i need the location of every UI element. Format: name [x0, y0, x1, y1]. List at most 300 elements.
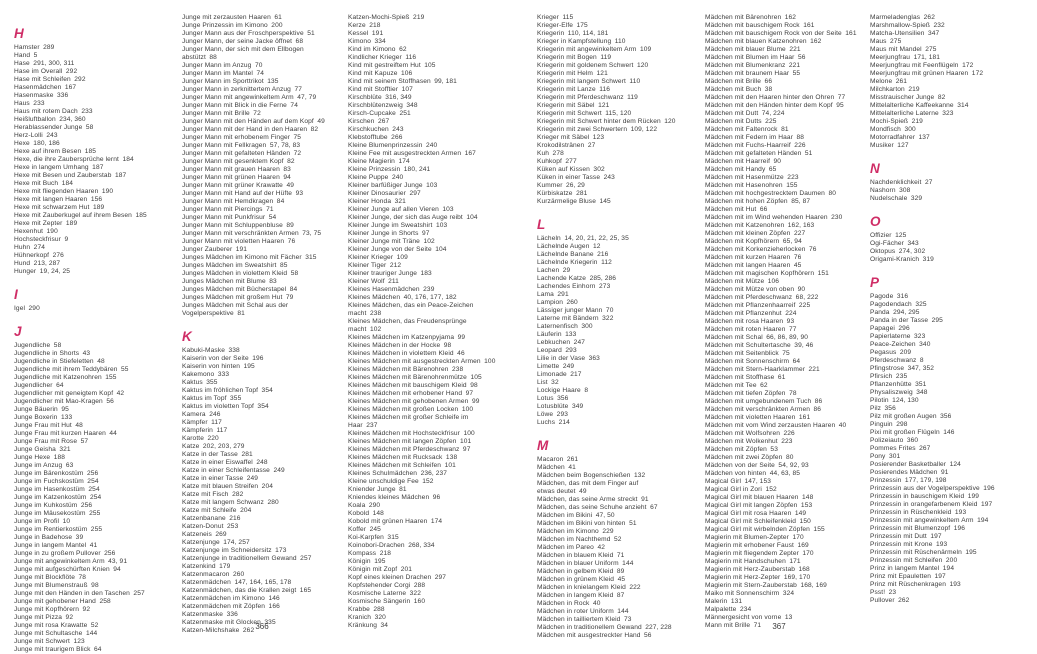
entry-page-numbers: 347, 352 [907, 365, 935, 372]
entry-page-numbers: 354 [257, 403, 269, 410]
entry-page-numbers: 292 [74, 76, 86, 83]
index-entry: Magierin mit Stern-Zauberstab 168, 169 [705, 582, 827, 589]
index-entry: Kleines Mädchen mit Bärenohren 238 [348, 366, 464, 373]
entry-page-numbers: 204 [261, 483, 273, 490]
index-entry: Koinobori-Drachen 268, 334 [348, 542, 435, 549]
index-entry: Mädchen mit Korkenzieherlocken 76 [705, 246, 817, 253]
entry-page-numbers: 112 [601, 259, 612, 266]
entry-page-numbers: 184 [122, 156, 134, 163]
index-entry: Pfirsich 235 [870, 373, 908, 380]
index-entry: Junger Mann mit grünen Haaren 94 [182, 174, 291, 181]
index-entry: Mädchen mit umgebundenem Tuch 86 [705, 398, 823, 405]
index-entry: Magical Girl mit wirbelnden Zöpfen 155 [705, 526, 825, 533]
entry-page-numbers: 66, 86, 89, 90 [766, 334, 809, 341]
index-entry: Mädchen mit Pflanzenhut 224 [705, 310, 797, 317]
index-entry: Mädchen mit gefalteten Händen 51 [705, 150, 813, 157]
index-entry: Junge mit traurigem Blick 64 [14, 646, 102, 653]
index-entry: Krabbe 288 [348, 606, 385, 613]
entry-page-numbers: 324 [782, 590, 795, 597]
index-entry: Nudelschale 329 [870, 195, 923, 202]
entry-page-numbers: 77 [788, 326, 797, 333]
entry-page-numbers: 152 [765, 486, 777, 493]
index-entry: Junge im Katzenkostüm 254 [14, 494, 102, 501]
index-entry: Kränkung 34 [348, 622, 389, 629]
index-entry: Mittelalterliche Kaffeekanne 314 [870, 102, 969, 109]
index-entry: Katzen-Milchshake 262 [182, 627, 255, 634]
entry-page-numbers: 351 [915, 381, 927, 388]
index-entry: Katze in einer Tasse 249 [182, 475, 259, 482]
index-entry: Junge im Hasenkostüm 254 [14, 486, 100, 493]
index-entry: Posierender Basketballer 124 [870, 461, 961, 468]
index-entry: Kurzärmelige Bluse 145 [537, 198, 611, 205]
entry-page-numbers: 78 [789, 390, 797, 397]
index-entry: Kaiserin von hinten 195 [182, 363, 255, 370]
index-entry: Prinzessin mit Blumenzopf 196 [870, 525, 966, 532]
index-entry: Kamera 246 [182, 411, 221, 418]
entry-page-numbers: 74, 224 [761, 110, 785, 117]
index-entry: Katzen-Donut 253 [182, 523, 239, 530]
index-entry: Junge im Kuhkostüm 256 [14, 502, 93, 509]
entry-page-numbers: 197 [930, 533, 942, 540]
entry-page-numbers: 360 [906, 437, 919, 444]
entry-page-numbers: 195 [374, 558, 386, 565]
index-entry: Prinzessin mit angewinkeltem Arm 194 [870, 517, 989, 524]
entry-page-numbers: 76 [793, 254, 802, 261]
entry-page-numbers: 209 [899, 349, 912, 356]
index-entry: Kleines Mädchen mit Schleifen 101 [348, 462, 456, 469]
index-entry: Kriegerin mit zwei Schwertern 109, 122 [537, 126, 658, 133]
index-entry: Kriegerin mit Schwert 115, 120 [537, 110, 632, 117]
index-entry: Krieger in Kampfstellung 110 [537, 38, 626, 45]
entry-page-numbers: 99 [457, 334, 466, 341]
entry-page-numbers: 86 [813, 406, 822, 413]
entry-page-numbers: 224 [785, 310, 797, 317]
entry-page-numbers: 189 [92, 204, 105, 211]
index-entry: Junger Mann mit Brille 72 [182, 110, 261, 117]
entry-page-numbers: 348 [406, 102, 418, 109]
index-entry: Kleine Prinzessin 180, 241 [348, 166, 431, 173]
entry-page-numbers: 238 [452, 366, 464, 373]
index-entry: Lässiger junger Mann 70 [537, 307, 614, 314]
entry-page-numbers: 171, 181 [913, 54, 941, 61]
entry-page-numbers: 200 [271, 22, 283, 29]
entry-page-numbers: 194 [942, 565, 955, 572]
index-entry: Hexe in langem Umhang 187 [14, 164, 104, 171]
entry-page-numbers: 133 [60, 414, 73, 421]
entry-page-numbers: 276 [52, 252, 64, 259]
entry-page-numbers: 72 [253, 110, 261, 117]
index-entry: Junger Mann, der seine Jacke öffnet 68 [182, 38, 304, 45]
entry-page-numbers: 282 [232, 491, 244, 498]
entry-page-numbers: 78 [78, 574, 87, 581]
entry-page-numbers: 170 [802, 550, 814, 557]
index-entry: Junge im Mäusekostüm 255 [14, 510, 101, 517]
entry-page-numbers: 347 [927, 30, 940, 37]
index-entry: Kleiner Honda 321 [348, 198, 406, 205]
index-entry: Katzenmädchen 147, 164, 165, 178 [182, 579, 292, 586]
index-entry: Musiker 127 [870, 142, 909, 149]
index-entry: Kimono 334 [348, 38, 386, 45]
index-entry: Mädchen mit magischen Kopfhörern 151 [705, 270, 829, 277]
index-entry: Kämpfer 117 [182, 419, 222, 426]
index-entry: Kosmische Laterne 322 [348, 590, 421, 597]
entry-page-numbers: 92 [65, 614, 74, 621]
index-entry: Lachende Katze 285, 286 [537, 275, 617, 282]
index-entry: Katzen-Mochi-Spieß 219 [348, 14, 425, 21]
index-entry: Hase 291, 300, 311 [14, 60, 75, 67]
entry-page-numbers: 71 [753, 622, 762, 629]
entry-page-numbers: 335 [264, 619, 276, 626]
entry-page-numbers: 147, 153 [744, 478, 771, 485]
entry-page-numbers: 66 [759, 206, 768, 213]
entry-page-numbers: 162 [784, 14, 797, 21]
entry-page-numbers: 261 [566, 456, 579, 463]
index-entry: Kleine Puppe 240 [348, 174, 404, 181]
index-entry: Kleiner barfüßiger Junge 103 [348, 182, 438, 189]
entry-page-numbers: 300 [581, 323, 593, 330]
entry-page-numbers: 82 [310, 126, 319, 133]
entry-page-numbers: 165 [299, 587, 312, 594]
index-entry: Mädchen mit Dutt 74, 224 [705, 110, 785, 117]
entry-page-numbers: 97 [462, 446, 471, 453]
index-entry: Junge Prinzessin im Kimono 200 [182, 22, 283, 29]
entry-page-numbers: 170 [792, 534, 804, 541]
entry-page-numbers: 56 [106, 398, 114, 405]
entry-page-numbers: 93 [786, 318, 795, 325]
entry-page-numbers: 238 [369, 310, 382, 317]
index-entry: Junge mit gehobener Hand 258 [14, 598, 111, 605]
index-entry: Junge in langem Mantel 41 [14, 542, 98, 549]
index-entry: Kleines Mädchen im Katzenpyjama 99 [348, 334, 466, 341]
entry-page-numbers: 280 [267, 499, 279, 506]
entry-page-numbers: 93 [295, 190, 304, 197]
index-entry: Junger Mann mit erhobenem Finger 75 [182, 134, 302, 141]
entry-page-numbers: 234 [739, 606, 752, 613]
index-entry: Mädchen von der Seite 54, 92, 93 [705, 462, 809, 469]
index-entry: Krieger mit Säbel 123 [537, 134, 605, 141]
entry-page-numbers: 240 [391, 174, 404, 181]
index-entry: Katzenmacaron 260 [182, 571, 245, 578]
index-entry: Luchs 214 [537, 419, 570, 426]
index-entry: Kirschen 267 [348, 118, 390, 125]
index-entry: Kriegerin mit angewinkeltem Arm 109 [537, 46, 652, 53]
index-entry: Koala 290 [348, 502, 381, 509]
entry-page-numbers: 9 [64, 236, 69, 243]
entry-page-numbers: 267 [919, 445, 931, 452]
entry-page-numbers: 240 [426, 142, 438, 149]
entry-page-numbers: 29 [562, 267, 571, 274]
index-entry: Lachen 29 [537, 267, 571, 274]
entry-page-numbers: 191 [235, 246, 248, 253]
entry-page-numbers: 81 [781, 126, 789, 133]
entry-page-numbers: 325 [915, 301, 927, 308]
index-entry: Hexe mit langen Haaren 156 [14, 196, 103, 203]
entry-page-numbers: 101 [444, 462, 456, 469]
entry-page-numbers: 12 [592, 243, 601, 250]
entry-page-numbers: 267 [377, 118, 390, 125]
index-entry: Kleines Mädchen mit großen Locken 100 [348, 406, 474, 413]
index-entry: Magical Girl mit blauen Haaren 148 [705, 494, 814, 501]
index-entry: Hasenmaske 336 [14, 92, 69, 99]
index-entry: Kleiner Junge im Sweatshirt 103 [348, 222, 448, 229]
entry-page-numbers: 94 [283, 174, 291, 181]
index-entry: Löwe 293 [537, 411, 568, 418]
entry-page-numbers: 10 [62, 518, 71, 525]
entry-page-numbers: 115, 120 [605, 110, 632, 117]
page-number-right: 367 [772, 622, 786, 631]
entry-page-numbers: 153 [800, 502, 813, 509]
entry-page-numbers: 211 [388, 278, 399, 285]
entry-page-numbers: 193 [954, 509, 967, 516]
entry-page-numbers: 202, 203, 279 [202, 443, 245, 450]
letter-heading-P: P [870, 275, 880, 290]
index-entry: Jugendlicher mit geneigtem Kopf 42 [14, 390, 125, 397]
index-entry: Mädchen mit zwei Zöpfen 80 [705, 454, 794, 461]
index-entry: Papierlaterne 323 [870, 333, 926, 340]
letter-heading-M: M [537, 438, 549, 453]
entry-page-numbers: 285, 286 [589, 275, 617, 282]
entry-page-numbers: 145 [599, 198, 611, 205]
entry-page-numbers: 34 [380, 622, 389, 629]
entry-page-numbers: 109 [396, 254, 408, 261]
index-entry: Junge im Rentierkostüm 255 [14, 526, 103, 533]
entry-page-numbers: 105 [470, 374, 482, 381]
entry-page-numbers: 162, 163 [787, 222, 815, 229]
index-entry: Magierin mit Handschuhen 171 [705, 558, 801, 565]
entry-page-numbers: 323 [942, 110, 954, 117]
entry-page-numbers: 291 [557, 291, 569, 298]
entry-page-numbers: 316, 349 [385, 94, 412, 101]
index-entry: Hexe mit fliegenden Haaren 190 [14, 188, 114, 195]
index-entry: Katze mit Fisch 282 [182, 491, 244, 498]
index-entry: Küken in einer Tasse 243 [537, 174, 615, 181]
entry-page-numbers: 173 [275, 547, 287, 554]
index-entry: Mädchen mit Handy 65 [705, 166, 777, 173]
index-entry: Läuferin 133 [537, 331, 577, 338]
index-column [870, 14, 1036, 636]
entry-page-numbers: 98 [443, 342, 452, 349]
entry-page-numbers: 32 [551, 379, 559, 386]
entry-page-numbers: 227, 228 [645, 624, 672, 631]
entry-page-numbers: 23 [888, 589, 897, 596]
index-entry: Königin 195 [348, 558, 386, 565]
entry-page-numbers: 218 [369, 22, 381, 29]
entry-page-numbers: 144 [617, 608, 629, 615]
index-entry: Magierin mit Blumen-Zepter 170 [705, 534, 804, 541]
index-entry: Kleines Mädchen in der Hocke 98 [348, 342, 452, 349]
entry-page-numbers: 95 [836, 102, 844, 109]
index-entry: Kleines Mädchen mit bauschigem Kleid 98 [348, 382, 478, 389]
entry-page-numbers: 233 [33, 100, 45, 107]
entry-page-numbers: 218 [379, 550, 391, 557]
index-entry: Hunger 19, 24, 25 [14, 268, 71, 275]
entry-page-numbers: 297 [409, 190, 421, 197]
entry-page-numbers: 187 [92, 164, 104, 171]
index-entry: Meerjungfrau mit grünen Haaren 172 [870, 70, 984, 77]
index-entry: Hochsteckfrisur 9 [14, 236, 69, 243]
index-entry: Mädchen in tailliertem Kleid 73 [537, 616, 632, 623]
index-entry: Lampion 260 [537, 299, 578, 306]
index-column [537, 14, 703, 639]
index-entry: Kleines Mädchen mit Pferdeschwanz 97 [348, 446, 471, 453]
entry-page-numbers: 290 [368, 502, 381, 509]
entry-page-numbers: 120 [636, 62, 649, 69]
entry-page-numbers: 88 [209, 54, 217, 61]
entry-page-numbers: 77 [837, 94, 846, 101]
index-entry: Kompass 218 [348, 550, 391, 557]
index-entry: Mädchen mit Pferdeschwanz 68, 222 [705, 294, 819, 301]
entry-page-numbers: 82 [287, 158, 295, 165]
entry-page-numbers: 226 [794, 142, 806, 149]
index-entry: Leopard 293 [537, 347, 577, 354]
entry-page-numbers: 190 [46, 228, 58, 235]
entry-page-numbers: 225 [798, 302, 811, 309]
index-entry: Katzeneis 269 [182, 531, 227, 538]
index-entry: Junges Mädchen mit Schal aus der Vogelperspektive 81 [182, 302, 289, 317]
entry-page-numbers: 58 [53, 342, 62, 349]
entry-page-numbers: 127 [897, 142, 909, 149]
index-entry: Mädchen mit Kopfhörern 65, 94 [705, 238, 802, 245]
entry-page-numbers: 257 [133, 590, 145, 597]
entry-page-numbers: 49 [579, 488, 587, 495]
index-entry: Lachendes Einhorn 273 [537, 283, 611, 290]
index-entry: Hexe auf ihrem Besen 185 [14, 148, 97, 155]
entry-page-numbers: 336 [56, 92, 69, 99]
index-entry: Lotusblüte 349 [537, 403, 584, 410]
index-column [182, 14, 348, 636]
index-entry: Magierin mit Herz-Zepter 169, 170 [705, 574, 811, 581]
index-entry: Kleines Mädchen, das ein Peace-Zeichen macht 238 [348, 302, 474, 317]
index-entry: Mädchen mit Stoffhase 61 [705, 374, 786, 381]
index-entry: Kind mit Kapuze 106 [348, 70, 413, 77]
letter-heading-L: L [537, 217, 546, 232]
index-entry: Papagei 296 [870, 325, 910, 332]
index-entry: Kniendes kleines Mädchen 96 [348, 494, 441, 501]
index-entry: Mädchen mit Blumenkranz 221 [705, 62, 801, 69]
index-entry: Klebstofftube 266 [348, 134, 403, 141]
index-entry: Kind mit seinem Stoffhasen 99, 181 [348, 78, 457, 85]
index-entry: Mädchen mit Wolkenhut 223 [705, 438, 793, 445]
index-entry: Prinzessin in Rüschenkleid 193 [870, 509, 967, 516]
index-entry: Hühnerkopf 276 [14, 252, 64, 259]
entry-page-numbers: 216 [229, 515, 241, 522]
index-entry: Mädchen mit Mütze von oben 90 [705, 286, 806, 293]
index-entry: Hund 213, 287 [14, 260, 61, 267]
entry-page-numbers: 47, 50 [595, 512, 615, 519]
entry-page-numbers: 68, 222 [795, 294, 819, 301]
entry-page-numbers: 97 [421, 230, 430, 237]
entry-page-numbers: 185 [135, 212, 147, 219]
index-entry: Junge mit Blockflöte 78 [14, 574, 87, 581]
entry-page-numbers: 19, 24, 25 [39, 268, 71, 275]
index-entry: Kobold 148 [348, 510, 384, 517]
entry-page-numbers: 174 [398, 158, 410, 165]
entry-page-numbers: 67 [650, 504, 658, 511]
entry-page-numbers: 275 [925, 46, 937, 53]
index-entry: Prinz in langem Mantel 194 [870, 565, 955, 572]
entry-page-numbers: 243 [603, 174, 615, 181]
entry-page-numbers: 194 [977, 517, 989, 524]
entry-page-numbers: 329 [910, 195, 923, 202]
entry-page-numbers: 349 [571, 403, 584, 410]
index-entry: Hexe mit Zauberkugel auf ihrem Besen 185 [14, 212, 147, 219]
entry-page-numbers: 169, 170 [783, 574, 811, 581]
index-entry: Jugendliche in Shorts 43 [14, 350, 91, 357]
index-entry: Mädchen mit den Haaren hinter den Ohren 77 [705, 94, 846, 101]
entry-page-numbers: 81 [237, 310, 245, 317]
entry-page-numbers: 49 [286, 182, 295, 189]
index-entry: Junger Mann mit grauen Haaren 83 [182, 166, 291, 173]
letter-heading-H: H [14, 26, 24, 41]
entry-page-numbers: 213, 287 [33, 260, 61, 267]
index-entry: Magical Girl mit rosa Haaren 149 [705, 510, 807, 517]
index-entry: Mädchen mit Haarreif 90 [705, 158, 782, 165]
index-entry: Kleines Mädchen mit gehobenen Armen 99 [348, 398, 480, 405]
entry-page-numbers: 103 [435, 222, 448, 229]
index-entry: Kaktus im fröhlichen Topf 354 [182, 387, 273, 394]
entry-page-numbers: 246 [209, 411, 221, 418]
entry-page-numbers: 221 [789, 46, 801, 53]
entry-page-numbers: 320 [374, 614, 386, 621]
entry-page-numbers: 256 [86, 470, 99, 477]
entry-page-numbers: 169 [797, 542, 809, 549]
index-entry: Junger Mann mit grüner Krawatte 49 [182, 182, 295, 189]
index-entry: Junger Mann mit Hemdkragen 84 [182, 198, 285, 205]
index-entry: Hexe mit Buch 184 [14, 180, 73, 187]
entry-page-numbers: 275 [890, 38, 902, 45]
index-entry: Pflanzenhütte 351 [870, 381, 927, 388]
index-entry: Prinz mit Epauletten 197 [870, 573, 946, 580]
index-entry: Hexe 180, 186 [14, 140, 60, 147]
index-entry: Mädchen mit blauen Katzenohren 162 [705, 38, 822, 45]
entry-page-numbers: 233 [81, 108, 93, 115]
index-entry: Junge im Profil 10 [14, 518, 71, 525]
entry-page-numbers: 249 [246, 475, 259, 482]
index-entry: Mädchen mit Wolfsohren 226 [705, 430, 795, 437]
entry-page-numbers: 239 [423, 286, 435, 293]
entry-page-numbers: 256 [80, 502, 93, 509]
index-entry: Prinzessin mit Dutt 197 [870, 533, 942, 540]
index-entry: Kuhkopf 277 [537, 158, 577, 165]
index-entry: Katze mit Schleife 204 [182, 507, 252, 514]
entry-page-numbers: 221 [808, 366, 820, 373]
index-entry: Junger Mann mit der Hand in den Haaren 82 [182, 126, 319, 133]
entry-page-numbers: 76 [809, 246, 817, 253]
index-entry: Kleines Schulmädchen 236, 237 [348, 470, 448, 477]
index-entry: Junger Mann aus der Froschperspektive 51 [182, 30, 315, 37]
index-entry: Mädchen, das mit dem Finger auf etwas deutet 49 [537, 480, 639, 495]
entry-page-numbers: 99, 181 [434, 78, 457, 85]
entry-page-numbers: 151 [817, 270, 829, 277]
entry-page-numbers: 166 [268, 603, 280, 610]
index-entry: Kleiner Junge, der sich das Auge reibt 104 [348, 214, 478, 221]
index-entry: Mädchen mit Stern-Haarklammer 221 [705, 366, 820, 373]
index-entry: Kleiner Junge mit Träne 102 [348, 238, 435, 245]
index-entry: Lotus 356 [537, 395, 569, 402]
index-entry: Katzenjunge 174, 257 [182, 539, 250, 546]
index-entry: Kriegerin mit Säbel 121 [537, 102, 610, 109]
index-entry: Meerjungfrau 171, 181 [870, 54, 941, 61]
index-entry: Junges Mädchen in violettem Kleid 58 [182, 270, 299, 277]
entry-page-numbers: 94 [113, 566, 121, 573]
entry-page-numbers: 248 [256, 459, 268, 466]
entry-page-numbers: 212 [389, 262, 402, 269]
index-entry: Junger Mann mit violetten Haaren 76 [182, 238, 296, 245]
entry-page-numbers: 354 [261, 387, 273, 394]
entry-page-numbers: 103 [426, 182, 438, 189]
index-entry: Malerin 131 [705, 598, 743, 605]
index-entry: Krieger-Elfe 175 [537, 22, 588, 29]
